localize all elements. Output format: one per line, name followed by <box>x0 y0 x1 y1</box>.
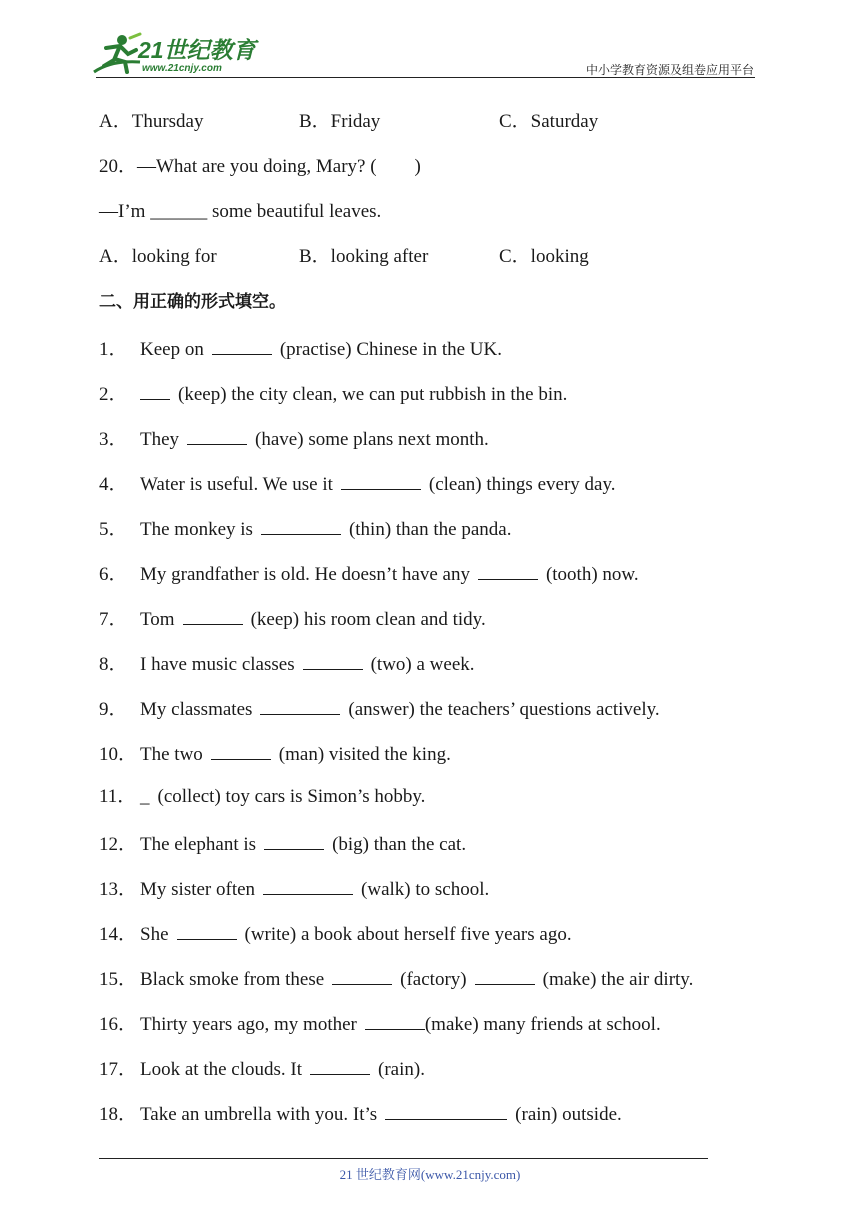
runner-logo-icon <box>92 32 142 78</box>
answer-blank[interactable] <box>183 605 243 625</box>
item-text-before: Look at the clouds. It <box>140 1059 302 1080</box>
answer-blank[interactable] <box>263 875 353 895</box>
item-number: 15． <box>99 969 138 990</box>
item-number: 4． <box>99 474 128 495</box>
item-text-before: The elephant is <box>140 834 257 855</box>
answer-blank[interactable] <box>140 380 170 400</box>
item-8 <box>99 650 475 677</box>
answer-blank[interactable] <box>212 335 272 355</box>
q20-answer-start: —I’m <box>99 201 151 222</box>
logo-url: www.21cnjy.com <box>142 63 222 74</box>
item-number: 8． <box>99 654 128 675</box>
item-text-after: (two) a week. <box>370 654 475 675</box>
item-number: 16． <box>99 1014 138 1035</box>
item-12 <box>99 830 466 857</box>
item-11 <box>99 785 425 809</box>
item-text-after: (walk) to school. <box>361 879 490 900</box>
item-text-after: (write) a book about herself five years ago. <box>244 924 572 945</box>
item-7 <box>99 605 486 632</box>
q20-option-c: C．looking <box>499 246 589 267</box>
item-6 <box>99 560 639 587</box>
item-13 <box>99 875 489 902</box>
q19-option-c: C．Saturday <box>499 111 599 132</box>
item-text-after: (make) many friends at school. <box>424 1014 661 1035</box>
item-number: 1． <box>99 339 128 360</box>
item-2 <box>99 380 567 407</box>
item-3 <box>99 425 489 452</box>
item-text-after: (practise) Chinese in the UK. <box>279 339 502 360</box>
item-14 <box>99 920 572 947</box>
item-number: 6． <box>99 564 128 585</box>
item-text-before: My sister often <box>140 879 256 900</box>
item-10 <box>99 740 451 767</box>
item-text-after: (answer) the teachers’ questions actively. <box>348 699 660 720</box>
page-header <box>0 0 860 90</box>
item-text-before: Tom <box>140 609 175 630</box>
q20-answer-blank: ______ <box>150 201 208 222</box>
item-text-middle: (factory) <box>400 969 467 990</box>
item-text-before: Thirty years ago, my mother <box>140 1014 357 1035</box>
answer-blank[interactable] <box>310 1055 370 1075</box>
item-text-before: Take an umbrella with you. It’s <box>140 1104 378 1125</box>
item-number: 13． <box>99 879 138 900</box>
item-number: 12． <box>99 834 138 855</box>
item-15 <box>99 965 693 992</box>
item-text-after: (tooth) now. <box>545 564 639 585</box>
item-text-before: My classmates <box>140 699 253 720</box>
item-number: 5． <box>99 519 128 540</box>
item-text-after: (clean) things every day. <box>428 474 616 495</box>
item-text-after: (man) visited the king. <box>278 744 451 765</box>
header-divider <box>96 77 755 78</box>
item-text-after: (thin) than the panda. <box>348 519 512 540</box>
q20-option-a: A．looking for <box>99 246 217 267</box>
item-text-before: Water is useful. We use it <box>140 474 333 495</box>
q19-option-a: A．Thursday <box>99 111 204 132</box>
item-text-before: The monkey is <box>140 519 253 540</box>
item-text-after: (big) than the cat. <box>332 834 467 855</box>
q20-answer-end: some beautiful leaves. <box>207 201 382 222</box>
item-text-after: (collect) toy cars is Simon’s hobby. <box>157 786 426 807</box>
item-number: 14． <box>99 924 138 945</box>
item-text-before: They <box>140 429 180 450</box>
q20-option-b: B．looking after <box>299 246 429 267</box>
item-text-before: My grandfather is old. He doesn’t have any <box>140 564 470 585</box>
item-text-before: She <box>140 924 169 945</box>
footer-divider <box>99 1158 708 1159</box>
item-text-after: (rain) outside. <box>515 1104 622 1125</box>
item-text-before: I have music classes <box>140 654 295 675</box>
item-17 <box>99 1055 425 1082</box>
item-number: 2． <box>99 384 128 405</box>
answer-blank[interactable] <box>478 560 538 580</box>
item-text-before: The two <box>140 744 203 765</box>
item-text-before: Black smoke from these <box>140 969 325 990</box>
item-text-before: _ <box>140 786 150 807</box>
answer-blank[interactable] <box>385 1100 507 1120</box>
item-4 <box>99 470 615 497</box>
answer-blank[interactable] <box>475 965 535 985</box>
q20-answer-line <box>99 200 381 224</box>
section-title: 二、用正确的形式填空。 <box>99 292 286 312</box>
item-text-after: (have) some plans next month. <box>255 429 489 450</box>
item-text-after: (keep) the city clean, we can put rubbish in the bin. <box>178 384 568 405</box>
answer-blank[interactable] <box>341 470 421 490</box>
item-18 <box>99 1100 622 1127</box>
logo-wordmark: 21世纪教育 <box>138 37 256 63</box>
item-text-before: Keep on <box>140 339 204 360</box>
answer-blank[interactable] <box>264 830 324 850</box>
site-logo[interactable] <box>92 32 267 80</box>
item-1 <box>99 335 502 362</box>
item-number: 9． <box>99 699 128 720</box>
item-9 <box>99 695 660 722</box>
item-number: 10． <box>99 744 138 765</box>
item-number: 11． <box>99 786 137 807</box>
q20-prompt: 20．—What are you doing, Mary? ( ) <box>99 156 421 177</box>
item-text-after: (keep) his room clean and tidy. <box>250 609 486 630</box>
site-name: 中小学教育资源及组卷应用平台 <box>585 63 754 77</box>
item-text-after: (rain). <box>378 1059 425 1080</box>
answer-blank[interactable] <box>332 965 392 985</box>
answer-blank[interactable] <box>261 515 341 535</box>
item-number: 3． <box>99 429 128 450</box>
item-number: 7． <box>99 609 128 630</box>
answer-blank[interactable] <box>177 920 237 940</box>
answer-blank[interactable] <box>211 740 271 760</box>
answer-blank[interactable] <box>303 650 363 670</box>
answer-blank[interactable] <box>187 425 247 445</box>
item-16 <box>99 1010 661 1037</box>
footer-link[interactable]: 21 世纪教育网(www.21cnjy.com) <box>339 1167 521 1182</box>
answer-blank[interactable] <box>260 695 340 715</box>
item-number: 17． <box>99 1059 138 1080</box>
item-text-after: (make) the air dirty. <box>542 969 694 990</box>
answer-blank[interactable] <box>365 1010 425 1030</box>
item-number: 18． <box>99 1104 138 1125</box>
item-5 <box>99 515 511 542</box>
q19-option-b: B．Friday <box>299 111 381 132</box>
